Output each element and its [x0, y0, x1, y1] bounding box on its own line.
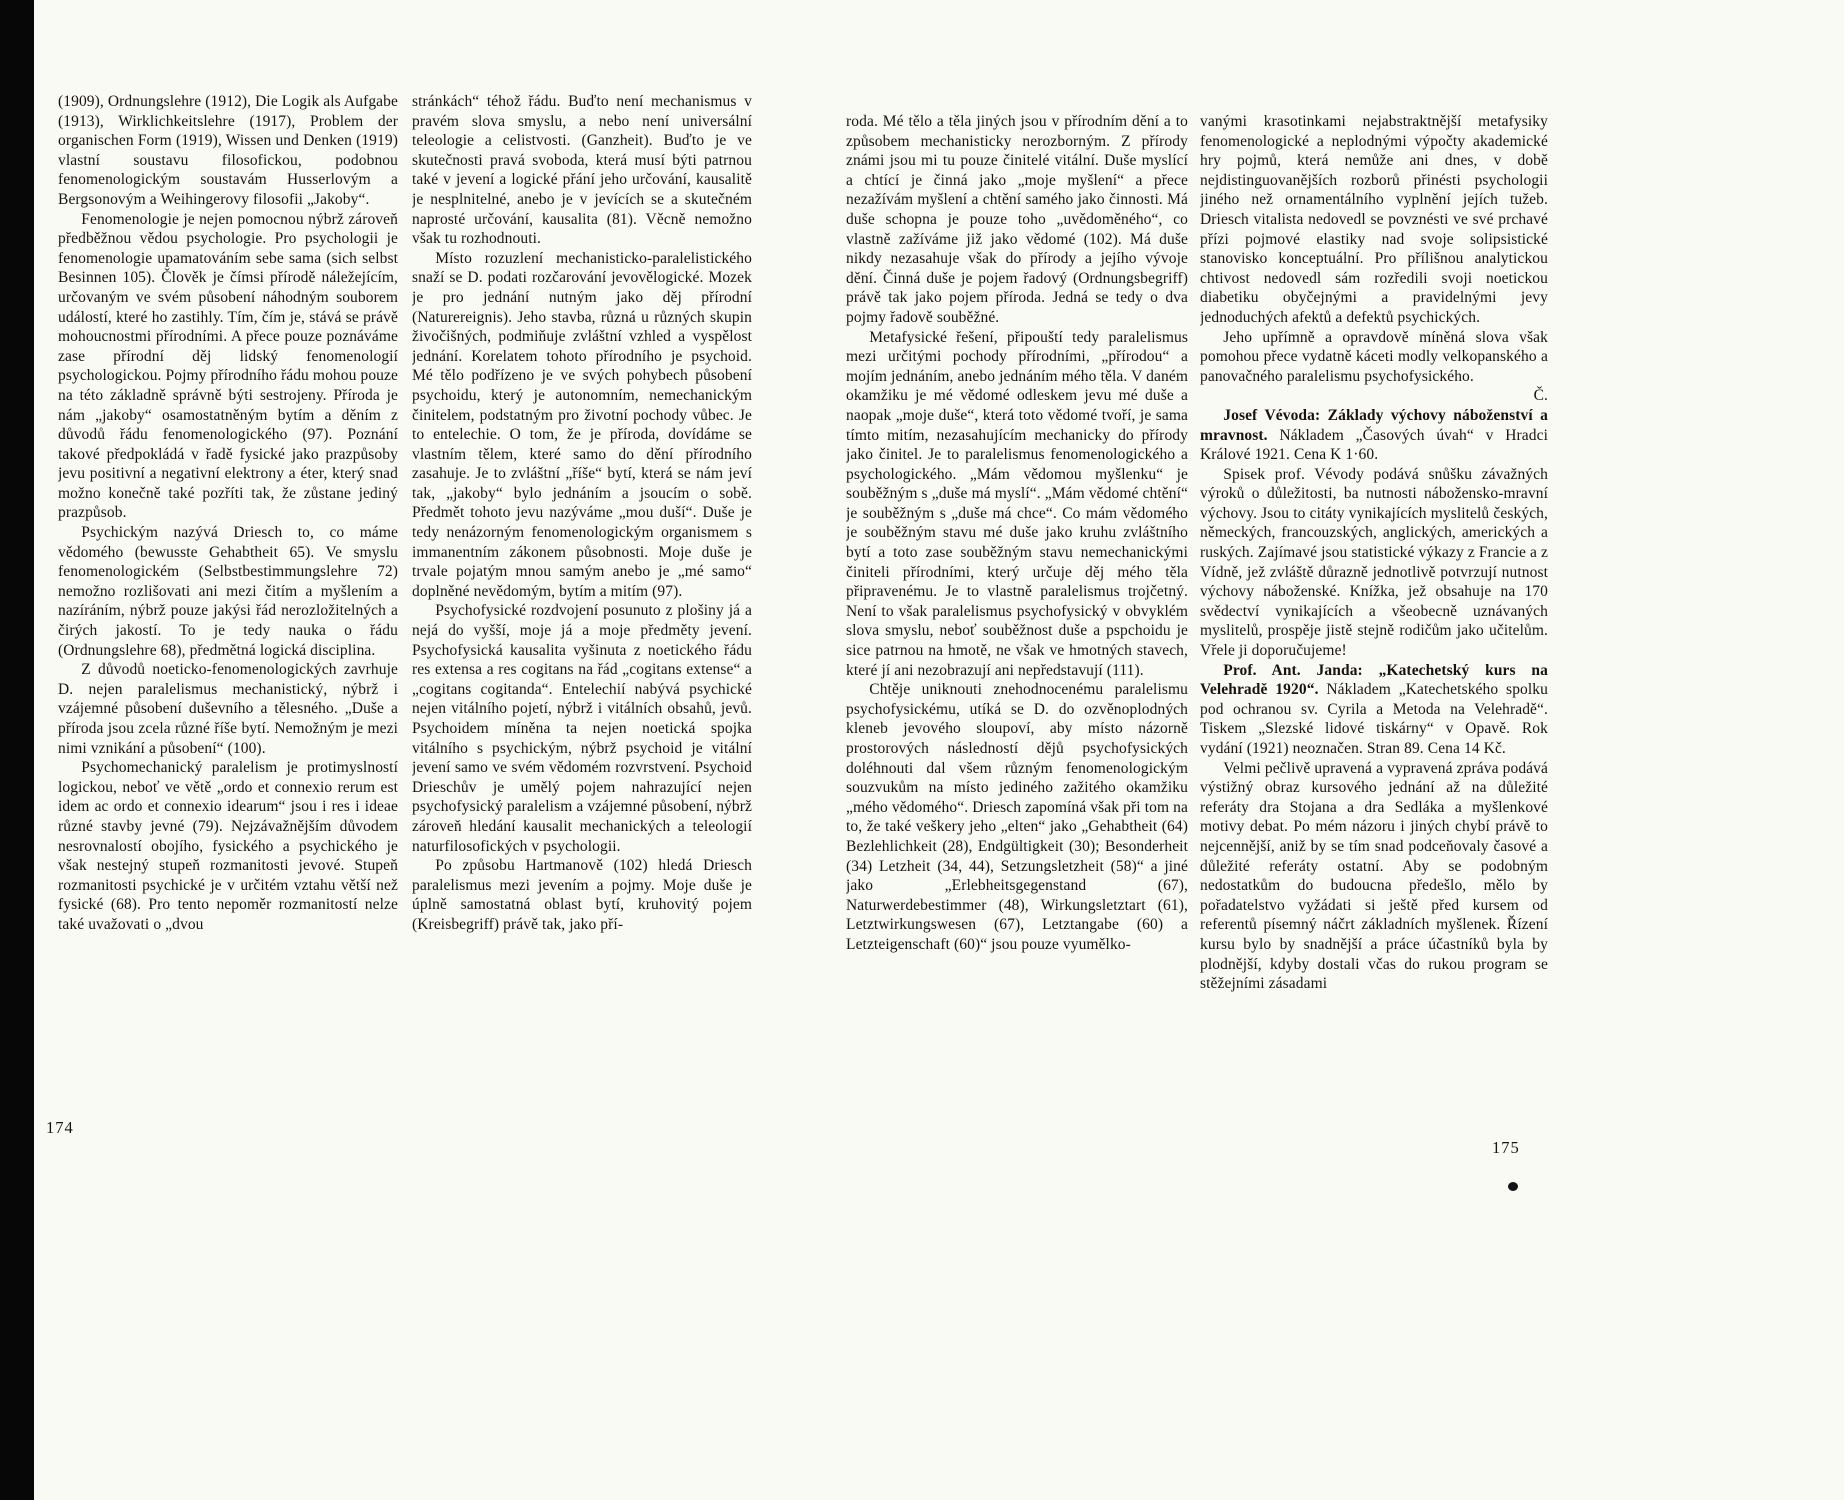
paragraph: Chtěje uniknouti znehodnocenému paralelismu psychofysickému, utíká se D. do ozvěnoplodných kleneb jevového sloupoví, aby místo názorně prostorových následností dějů psychofysických doléhnouti dal všem různým fenomenologickým souzvukům na místo jediného zažitého okamžiku „mého vědomého“. Driesch zapomíná však při tom na to, že také veškery jeho „elten“ jako „Gehabtheit (64) Bezlehlichkeit (28), Endgültigkeit (30); Besonderheit (34) Letzheit (34, 44), Setzungsletzheit (58)“ a jiné jako „Erlebheitsgegenstand (67), Naturwerdebestimmer (48), Wirkungsletztart (61), Letztwirkungswesen (67), Letztangabe (60) a Letzteigenschaft (60)“ jsou pouze vyumělko- — [846, 681, 1188, 953]
paragraph: Psychickým nazývá Driesch to, co máme vědomého (bewusste Gehabtheit 65). Ve smyslu fenomenologickém (Selbstbestimmungslehre 72) nemožno rozlišovati ani mezi čitím a myšlením a nazíráním, nýbrž pouze jakýsi řád nerozložitelných a čirých jakostí. To je tedy nauka o řádu (Ordnungslehre 68), předmětná logická disciplina. — [58, 524, 398, 659]
paragraph: stránkách“ téhož řádu. Buďto není mechanismus v pravém slova smyslu, a nebo není universální teleologie a celistvosti. (Ganzheit). Buďto je ve skutečnosti pravá svoboda, která musí býti patrnou také v jevení a logické přání jeho určování, kausalitě je nesplnitelné, anebo je v jevících se a skutečném naprosté určování, kausalita (81). Věcně nemožno však tu rozhodnouti. — [412, 93, 752, 248]
paragraph: Č. — [1533, 387, 1548, 405]
page-number-left: 174 — [46, 1118, 74, 1137]
paragraph: Po způsobu Hartmanově (102) hledá Driesch paralelismus mezi jevením a pojmy. Moje duše je úplně samostatná oblast bytí, kruhovitý pojem (Kreisbegriff) právě tak, jako pří- — [412, 857, 752, 933]
right-page-column-1 — [846, 112, 1188, 1114]
paragraph: Z důvodů noeticko-fenomenologických zavrhuje D. nejen paralelismus mechanistický, nýbrž i vzájemné působení duševního a tělesného. „Duše a příroda jsou zcela různé říše bytí. Nemožným je mezi nimi vznikání a působení“ (100). — [58, 661, 398, 757]
left-page-column-1 — [58, 92, 398, 1116]
paragraph: roda. Mé tělo a těla jiných jsou v přírodním dění a to způsobem mechanisticky nerozborným. Z přírody známi jsou mi tu pouze činitelé vitální. Duše myslící a chtící je činná jako „moje myšlení“ a přece nezažívám myšlení a chtění samého jako činnosti. Má duše schopna je pouze toho „uvědoměného“, co vlastně zažíváme již jako vědomé (102). Má duše nikdy nezasahuje však do přírody a jejího vývoje dění. Činná duše je pojem řadový (Ordnungsbegriff) právě tak jako pojem příroda. Jedná se tedy o dva pojmy řadově souběžné. — [846, 113, 1188, 326]
ink-dot — [1508, 1182, 1518, 1191]
page-number-right: 175 — [1492, 1138, 1520, 1157]
paragraph: Psychofysické rozdvojení posunuto z plošiny já a nejá do vyšší, moje já a moje předměty jevení. Psychofysická kausalita vyšinuta z noetického řádu res extensa a res cogitans na řád „cogitans extense“ a „cogitans cogitanda“. Entelechií nabývá psychické nejen vitálního pojetí, nýbrž i vitálních obsahů, jevů. Psychoidem míněna ta nejen noetická spojka vitálního s psychickým, nýbrž psychoid je vitální jevení samo ve svém vědomém rozvrstvení. Psychoid Drieschův je umělý pojem nahrazující nejen psychofysický paralelism a vzájemné působení, nýbrž zároveň hledání kausalit mechanických a teleologií naturfilosofických v psychologii. — [412, 602, 752, 855]
paragraph: Psychomechanický paralelism je protimyslností logickou, neboť ve větě „ordo et connexio rerum est idem ac ordo et connexio idearum“ jsou i res i ideae různé stavby jevné (79). Nejzávažnějším důvodem nesrovnalostí obojího, fysického a psychického je však nestejný stupeň rozmanitosti jevové. Stupeň rozmanitosti psychické je v určitém vztahu větší než fysické (68). Pro tento nepoměr rozmanitostí nelze také uvažovati o „dvou — [58, 759, 398, 933]
paragraph: Fenomenologie je nejen pomocnou nýbrž zároveň předběžnou vědou psychologie. Pro psychologii je fenomenologie upamatováním sebe sama (sich selbst Besinnen 105). Člověk je čímsi přírodě náležejícím, určovaným ve svém působení náhodným souborem událostí, které ho zastihly. Tím, čím je, stává se právě mohoucnostmi přírodními. A přece pouze poznáváme zase přírodní děj lidský fenomenologií psychologickou. Pojmy přírodního řádu mohou pouze na této základně správně býti sestrojeny. Příroda je nám „jakoby“ osamostatněným bytím a děním z důvodů řádu fenomenologického (97). Poznání takové předpokládá v řadě fysické jako prazpůsoby jevu positivní a negativní elektrony a éter, který snad možno konečně také pozříti tak, že zůstane jediný prazpůsob. — [58, 210, 398, 522]
paragraph: Josef Vévoda: Základy výchovy náboženství a mravnost. Nákladem „Časových úvah“ v Hradci Králové 1921. Cena K 1·60. — [1200, 406, 1548, 464]
paragraph: Spisek prof. Vévody podává snůšku závažných výroků o důležitosti, ba nutnosti nábožensko-mravní výchovy. Jsou to citáty vynikajících myslitelů českých, německých, francouzských, anglických, amerických a ruských. Zajímavé jsou statistické výkazy z Francie a z Vídně, jež zvláště důrazně jednotlivě potvrzují nutnost výchovy náboženské. Knížka, jež obsahuje na 170 svědectví vynikajících a všeobecně uznávaných myslitelů, prospěje jistě stejně rodičům jako učitelům. Vřele ji doporučujeme! — [1200, 465, 1548, 660]
paragraph: Metafysické řešení, připouští tedy paralelismus mezi určitými pochody přírodními, „přírodou“ a mojím jednáním, anebo jednáním mého těla. V daném okamžiku je mé vědomé odleskem jevu mé duše a naopak „moje duše“, která toto vědomé tvoří, je sama tímto mitím, nezasahujícím mechanicky do přírody jako činitel. Je to paralelismus fenomenologického a psychologického. „Mám vědomou myšlenku“ je souběžným s „duše má myslí“. „Mám vědomé chtění“ je souběžným s „duše má chce“. Co mám vědomého je souběžným stavu mé duše jako kruhu zvláštního bytí a toto zase souběžným stavu nemechanickými činiteli přírodními, který určuje děj mého těla připravenému. Je to vlastně paralelismus trojčetný. Není to však paralelismus psychofysický v obvyklém slova smyslu, neboť souběžnost duše a pspchoidu je sice patrnou na hmotě, ne však ve hmotných stavech, které jí ani nezobrazují ani nepředstavují (111). — [846, 328, 1188, 679]
paragraph: Jeho upřímně a opravdově míněná slova však pomohou přece vydatně káceti modly velkopanského a panovačného paralelismu psychofysického. — [1200, 328, 1548, 385]
paragraph: vanými krasotinkami nejabstraktnější metafysiky fenomenologické a neplodnými výpočty akademické hry pojmů, která nemůže ani dnes, v době nejdistinguovanějších rozborů přinésti psychologii jiného než ornamentálního vyplnění jejích tužeb. Driesch vitalista nedovedl se povznésti ve své prchavé přízi pojmové elastiky nad svoje solipsistické stanovisko konceptuální. Pro přílišnou analytickou chtivost nedovedl sám rozředili svoji noetickou diabetiku obyčejnými a pravidelnými jevy jednoduchých afektů a defektů psychických. — [1200, 113, 1548, 326]
paragraph: (1909), Ordnungslehre (1912), Die Logik als Aufgabe (1913), Wirklichkeitslehre (1917), Problem der organischen Form (1919), Wissen und Denken (1919) vlastní soustavu filosofickou, podobnou fenomenologickým soustavám Husserlovým a Bergsonovým a Weihingerovy filosofii „Jakoby“. — [58, 93, 398, 208]
paragraph: Místo rozuzlení mechanisticko-paralelistického snaží se D. podati rozčarování jevovělogické. Mozek je pro jednání nutným jako děj přírodní (Naturereignis). Jeho stavba, různá u různých skupin živočišných, podmiňuje zvláštní vzhled a vyspělost jednání. Korelatem tohoto přírodního je psychoid. Mé tělo podřízeno je ve svých pohybech působení psychoidu, který je autonomním, nemechanickým činitelem, podstatným pro životní pochody vůbec. Je to entelechie. O tom, že je příroda, dovídáme se vlastním tělem, které samo do dění přírodního zasahuje. Je to zvláštní „říše“ bytí, která se nám jeví tak, „jakoby“ bylo jednáním a jsoucím o sobě. Předmět tohoto jevu nazýváme „mou duší“. Duše je tedy nenázorným fenomenologickým organismem s immanentním zákonem působnosti. Moje duše je trvale pojatým mnou samým anebo je „mé samo“ doplněné nevědomým, bytím a mitím (97). — [412, 249, 752, 600]
right-page-column-2 — [1200, 112, 1548, 1114]
scan-edge — [0, 0, 34, 1500]
left-page-column-2 — [412, 92, 752, 1116]
paragraph: Prof. Ant. Janda: „Katechetský kurs na Velehradě 1920“. Nákladem „Katechetského spolku pod ochranou sv. Cyrila a Metoda na Velehradě“. Tiskem „Slezské lidové tiskárny“ v Opavě. Rok vydání (1921) neoznačen. Stran 89. Cena 14 Kč. — [1200, 661, 1548, 757]
paragraph: Velmi pečlivě upravená a vypravená zpráva podává výstižný obraz kursového jednání až na důležité referáty dra Stojana a dra Sedláka a myšlenkové motivy debat. Po mém názoru i jiných chybí právě to nejcennější, aniž by se tím snad podceňovaly časové a důležité referáty ostatní. Aby se podobným nedostatkům do budoucna předešlo, mělo by pořadatelstvo vyžádati si ještě před kursem od referentů písemný náčrt základních myšlenek. Řízení kursu bylo by snadnější a práce účastníků byla by plodnější, kdyby dostali včas do rukou program se stěžejními zásadami — [1200, 759, 1548, 993]
